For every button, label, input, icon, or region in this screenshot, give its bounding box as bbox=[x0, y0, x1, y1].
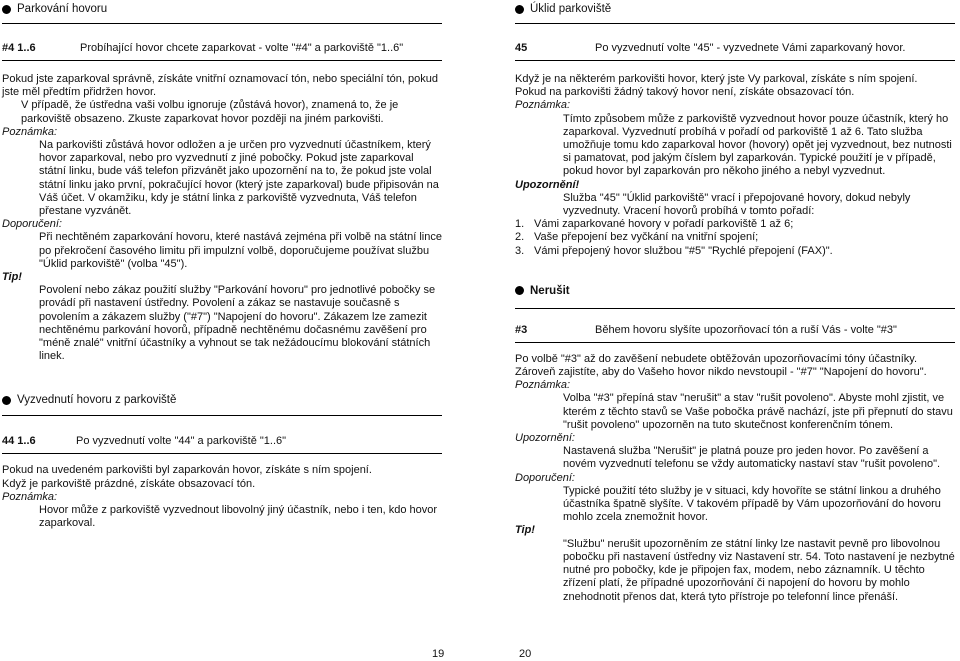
recommendation-label: Doporučení: bbox=[2, 218, 62, 231]
code-row bbox=[515, 323, 955, 343]
bullet-icon bbox=[2, 396, 11, 405]
paragraph: Pokud na parkovišti žádný takový hovor není, získáte obsazovací tón. bbox=[515, 86, 855, 99]
list-item: 2. Vaše přepojení bez vyčkání na vnitřní spojení; bbox=[515, 231, 759, 244]
recommendation-text: Typické použití této služby je v situaci, kdy hovoříte se státní linkou a druhého účastníka špatně slyšíte. V takovém případě by Vám upozorňování do hovoru mohlo zcela znemožnit hovor. bbox=[563, 484, 941, 524]
paragraph: Když je parkoviště prázdné, získáte obsazovací tón. bbox=[2, 477, 256, 490]
divider bbox=[515, 23, 955, 24]
code-row bbox=[2, 41, 442, 61]
warning-text: Nastavená služba "Nerušit" je platná pouze pro jeden hovor. Po zavěšení a novém vyzvednutí telefonu se vždy automaticky nastaví stav "rušit povoleno". bbox=[563, 445, 941, 471]
right-page bbox=[515, 0, 955, 604]
code-description: Během hovoru slyšíte upozorňovací tón a ruší Vás - volte "#3" bbox=[595, 323, 897, 336]
code: 45 bbox=[515, 42, 528, 54]
order-list bbox=[515, 218, 955, 258]
note-label: Poznámka: bbox=[515, 99, 571, 112]
note-text: Na parkovišti zůstává hovor odložen a je určen pro vyzvednutí účastníkem, který hovor zaparkoval, nebo pro vyzvednutí z jiné pobočky. Pokud jste zaparkoval státní linku, bude váš telefon přizvánět jako upozornění na to, že pokud jste volal státní linku jako první, pokračující hovor (který jste zaparkoval) bude připisován na Váš účet. V okamžiku, kdy je státní linka z parkoviště vyzvednuta, Váš telefon přestane vyzvánět. bbox=[39, 139, 439, 218]
left-page bbox=[2, 0, 442, 530]
tip-text: Povolení nebo zákaz použití služby "Parkování hovoru" pro jednotlivé pobočky se provádí při nastavení ústředny. Povolení a zákaz se nastavuje současně s povolením a zákazem služby ("#7") "Napojení do hovoru". Zákazem lze zamezit nechtěnému parkování hovorů, případně nechtěnému dočasnému zavěšení pro "méně znalé" vnitřní účastníky a vyhnout se tak nežádoucímu blokování státních linek. bbox=[39, 284, 436, 363]
tip-label: Tip! bbox=[2, 271, 22, 284]
note-label: Poznámka: bbox=[2, 125, 58, 138]
code: #4 1..6 bbox=[2, 42, 36, 54]
bullet-icon bbox=[515, 5, 524, 14]
divider bbox=[2, 23, 442, 24]
section-header-parking bbox=[2, 2, 442, 16]
code: 44 1..6 bbox=[2, 435, 36, 448]
section-title: Parkování hovoru bbox=[17, 3, 108, 15]
note-text: Hovor může z parkoviště vyzvednout libovolný jiný účastník, nebo i ten, kdo hovor zaparkoval. bbox=[39, 504, 438, 530]
note-text: Tímto způsobem může z parkoviště vyzvednout hovor pouze účastník, který ho zaparkoval. Vyzvednutí probíhá v pořadí od parkoviště 1 až 6. Tato služba umožňuje tomu kdo zaparkoval hovor (hovory) opět jej vyzvednout, bez nutnosti si pamatovat, pod jakým číslem byl zaparkován. Typické použití je v případě, pokud hovor byl zaparkován pro někoho jiného a nebyl vyzvednut. bbox=[563, 112, 952, 178]
section-header-cancel bbox=[515, 284, 955, 298]
divider bbox=[515, 308, 955, 309]
page-number-right: 20 bbox=[519, 648, 532, 660]
list-item: 3. Vámi přepojený hovor službou "#5" "Rychlé přepojení (FAX)". bbox=[515, 244, 833, 257]
section-title: Vyzvednutí hovoru z parkoviště bbox=[17, 394, 177, 407]
code-row bbox=[515, 41, 955, 61]
tip-label: Tip! bbox=[515, 524, 535, 537]
paragraph: V případě, že ústředna vaši volbu ignoruje (zůstává hovor), znamená to, že je parkoviště obsazeno. Zkuste zaparkovat hovor později na jiném parkovišti. bbox=[21, 99, 399, 125]
recommendation-text: Při nechtěném zaparkování hovoru, které nastává zejména při volbě na státní lince po překročení časového limitu při impulzní volbě, doporučujeme používat službu "Úklid parkoviště" (volba "45"). bbox=[39, 231, 442, 270]
section-header-pickup bbox=[2, 393, 442, 407]
code-row bbox=[2, 434, 442, 454]
paragraph: Pokud na uvedeném parkovišti byl zaparkován hovor, získáte s ním spojení. bbox=[2, 464, 372, 477]
warning-text: Služba "45" "Úklid parkoviště" vrací i přepojované hovory, dokud nebyly vyzvednuty. Vracení hovorů probíhá v tomto pořadí: bbox=[563, 191, 911, 218]
code: #3 bbox=[515, 323, 528, 336]
code-description: Po vyzvednutí volte "45" - vyzvednete Vámi zaparkovaný hovor. bbox=[595, 42, 906, 54]
section-title: Úklid parkoviště bbox=[530, 3, 612, 15]
paragraph: Po volbě "#3" až do zavěšení nebudete obtěžován upozorňovacími tóny účastníky. Zároveň zajistíte, aby do Vašeho hovor nikdo nevstoupil - "#7" "Napojení do hovoru". bbox=[515, 352, 927, 379]
note-label: Poznámka: bbox=[2, 490, 58, 503]
warning-label: Upozornění! bbox=[515, 178, 580, 191]
code-description: Probíhající hovor chcete zaparkovat - volte "#4" a parkoviště "1..6" bbox=[80, 42, 404, 54]
paragraph: Když je na některém parkovišti hovor, který jste Vy parkoval, získáte s ním spojení. bbox=[515, 73, 918, 85]
tip-text: "Službu" nerušit upozorněním ze státní linky lze nastavit pevně pro libovolnou pobočku při nastavení ústředny viz Nastavení str. 54. Toto nastavení je nezbytné nutné pro pobočky, kde je připojen fax, modem, nebo záznamník. U těchto zřízení platí, že případné upozorňování či napojení do hovoru by mohlo znehodnotit přenos dat, která tyto přístroje po telefonní lince přenáší. bbox=[563, 537, 955, 603]
section-header-cleanup bbox=[515, 2, 955, 16]
note-text: Volba "#3" přepíná stav "nerušit" a stav "rušit povoleno". Abyste mohl zjistit, ve kterém z těchto stavů se Vaše pobočka právě nachází, jste při přepnutí do stavu "rušit povoleno" upozorněn na tuto skutečnost konferenčním tónem. bbox=[563, 392, 953, 431]
bullet-icon bbox=[2, 5, 11, 14]
note-label: Poznámka: bbox=[515, 379, 571, 392]
code-description: Po vyzvednutí volte "44" a parkoviště "1..6" bbox=[76, 435, 287, 448]
list-item: 1. Vámi zaparkované hovory v pořadí parkoviště 1 až 6; bbox=[515, 218, 794, 231]
bullet-icon bbox=[515, 286, 524, 295]
section-title: Nerušit bbox=[530, 284, 570, 297]
page-number-left: 19 bbox=[432, 648, 445, 660]
warning-label: Upozornění: bbox=[515, 432, 575, 445]
recommendation-label: Doporučení: bbox=[515, 471, 575, 484]
divider bbox=[2, 415, 442, 416]
paragraph: Pokud jste zaparkoval správně, získáte vnitřní oznamovací tón, nebo speciální tón, pokud jste měl předtím přidržen hovor. bbox=[2, 73, 438, 99]
